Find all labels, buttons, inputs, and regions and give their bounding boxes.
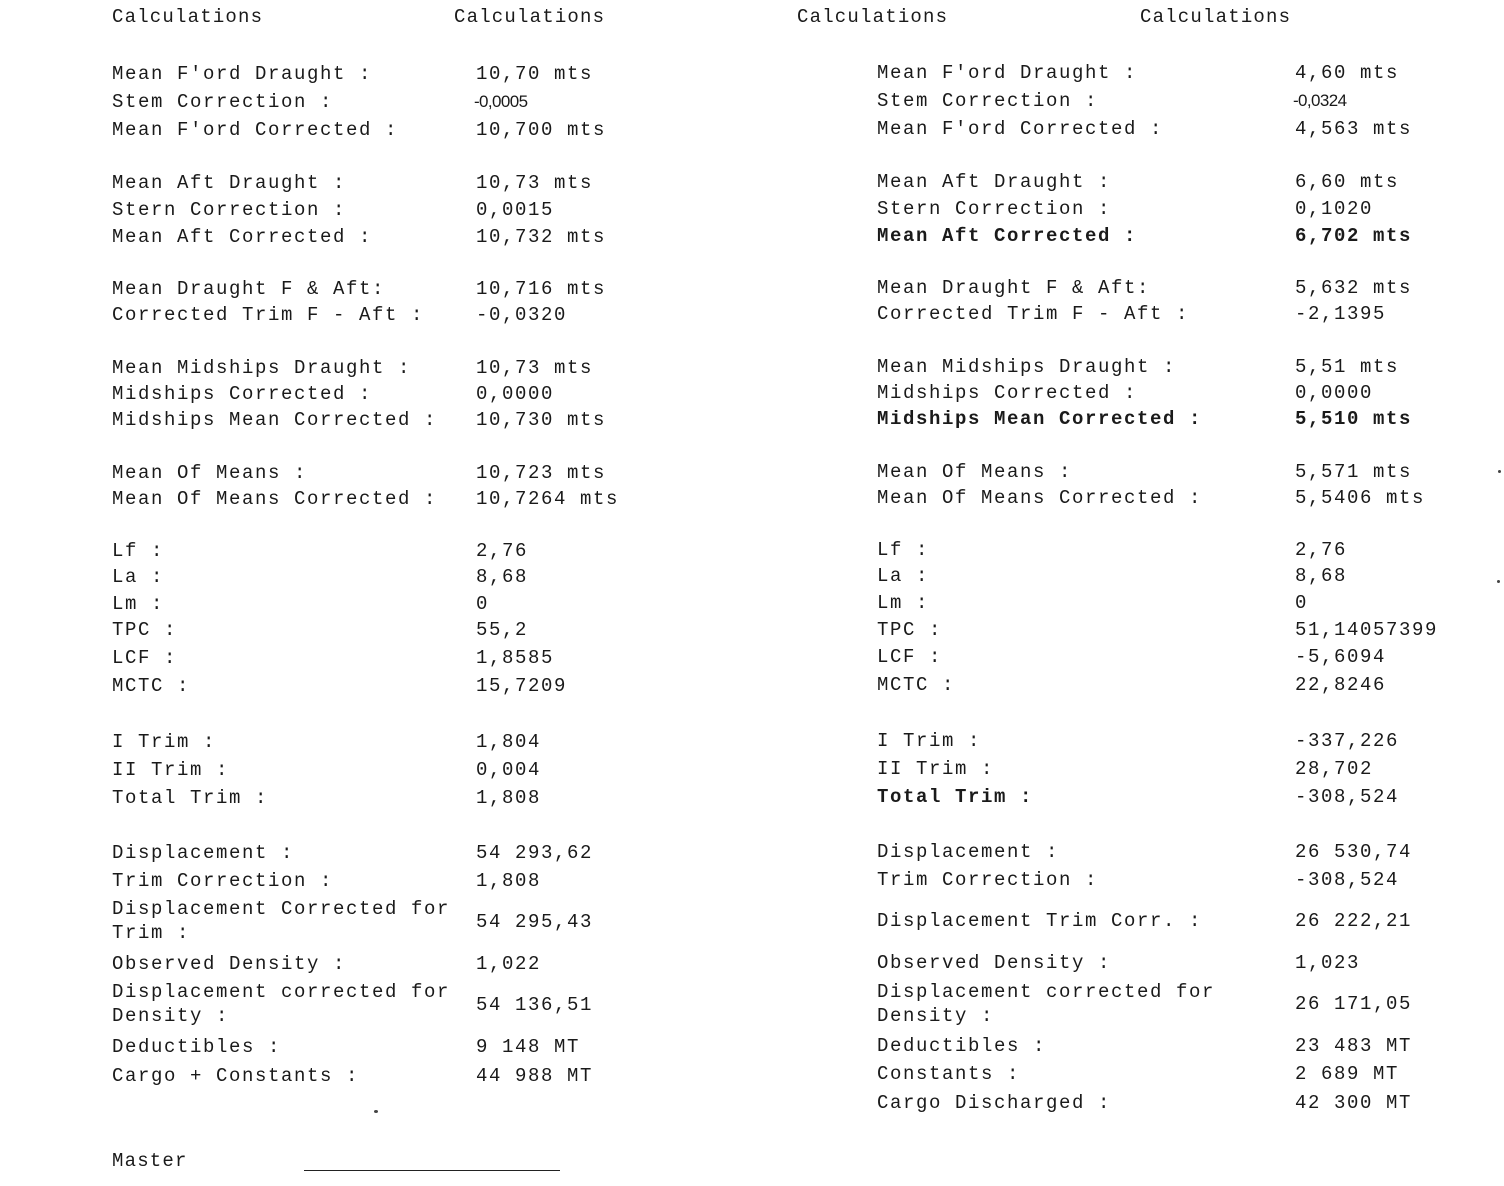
row-label: I Trim : — [877, 730, 982, 752]
row-value: 51,14057399 — [1295, 619, 1439, 641]
row-label: Mean Midships Draught : — [112, 357, 412, 379]
row-value: 0 — [476, 593, 490, 615]
row-label: Lf : — [877, 539, 930, 561]
master-signature-line — [304, 1170, 560, 1171]
row-value: 10,732 mts — [476, 226, 607, 248]
row-value: 2,76 — [1295, 539, 1348, 561]
row-label: Cargo Discharged : — [877, 1092, 1112, 1114]
row-value: 4,563 mts — [1295, 118, 1413, 140]
row-label: Lf : — [112, 540, 165, 562]
row-value: 0,1020 — [1295, 198, 1374, 220]
row-label: Deductibles : — [112, 1036, 282, 1058]
row-label: Midships Mean Corrected : — [112, 409, 438, 431]
row-value: 0,004 — [476, 759, 542, 781]
row-label: Mean F'ord Corrected : — [112, 119, 399, 141]
row-label: MCTC : — [877, 674, 956, 696]
left-value-header: Calculations — [454, 6, 606, 28]
row-label: Mean Of Means Corrected : — [877, 487, 1203, 509]
row-label: Displacement corrected for Density : — [877, 981, 1216, 1027]
row-label: Midships Corrected : — [877, 382, 1138, 404]
row-value: 10,700 mts — [476, 119, 607, 141]
row-value: 8,68 — [1295, 565, 1348, 587]
row-value: 10,70 mts — [476, 63, 594, 85]
master-label: Master — [112, 1150, 188, 1172]
row-label: Mean Draught F & Aft: — [112, 278, 386, 300]
row-value: 5,5406 mts — [1295, 487, 1426, 509]
row-label: Displacement Trim Corr. : — [877, 910, 1203, 932]
row-label: Mean F'ord Corrected : — [877, 118, 1164, 140]
row-value: 5,510 mts — [1295, 408, 1413, 430]
row-value: -5,6094 — [1295, 646, 1387, 668]
row-value: 55,2 — [476, 619, 529, 641]
row-value: 8,68 — [476, 566, 529, 588]
row-value: 10,7264 mts — [476, 488, 620, 510]
row-value: 26 222,21 — [1295, 910, 1413, 932]
row-label: Mean Of Means : — [877, 461, 1073, 483]
row-value: 2 689 MT — [1295, 1063, 1400, 1085]
row-value: 10,716 mts — [476, 278, 607, 300]
row-value: 54 295,43 — [476, 911, 594, 933]
row-value: 4,60 mts — [1295, 62, 1400, 84]
row-label: Lm : — [112, 593, 165, 615]
row-value: -308,524 — [1295, 869, 1400, 891]
row-label: La : — [877, 565, 930, 587]
right-value-header: Calculations — [1140, 6, 1292, 28]
row-label: Displacement Corrected for Trim : — [112, 898, 451, 944]
row-label: Mean Aft Corrected : — [877, 225, 1138, 247]
row-value: 1,808 — [476, 787, 542, 809]
row-value: 0,0000 — [1295, 382, 1374, 404]
row-value: 44 988 MT — [476, 1065, 594, 1087]
row-value: 10,73 mts — [476, 172, 594, 194]
row-value: 2,76 — [476, 540, 529, 562]
row-label: Cargo + Constants : — [112, 1065, 360, 1087]
row-label: Mean Midships Draught : — [877, 356, 1177, 378]
row-value: 26 530,74 — [1295, 841, 1413, 863]
row-label: Displacement corrected for Density : — [112, 981, 451, 1027]
row-label: Trim Correction : — [877, 869, 1099, 891]
row-label: TPC : — [112, 619, 178, 641]
row-value: 1,023 — [1295, 952, 1361, 974]
row-value: 10,73 mts — [476, 357, 594, 379]
row-value: 1,8585 — [476, 647, 555, 669]
scan-speck — [374, 1110, 378, 1113]
row-value: 0 — [1295, 592, 1309, 614]
row-value: 0,0000 — [476, 383, 555, 405]
row-value: 1,808 — [476, 870, 542, 892]
scan-speck — [1497, 580, 1500, 583]
row-value: 9 148 MT — [476, 1036, 581, 1058]
row-value: 42 300 MT — [1295, 1092, 1413, 1114]
row-value: -0,0005 — [474, 92, 528, 111]
row-value: 54 136,51 — [476, 994, 594, 1016]
row-value: 6,60 mts — [1295, 171, 1400, 193]
row-label: Mean Aft Corrected : — [112, 226, 373, 248]
row-label: MCTC : — [112, 675, 191, 697]
row-label: Total Trim : — [877, 786, 1034, 808]
row-value: 54 293,62 — [476, 842, 594, 864]
row-label: Mean F'ord Draught : — [877, 62, 1138, 84]
row-label: Corrected Trim F - Aft : — [112, 304, 425, 326]
row-value: 26 171,05 — [1295, 993, 1413, 1015]
row-value: -337,226 — [1295, 730, 1400, 752]
row-label: LCF : — [877, 646, 943, 668]
row-value: 6,702 mts — [1295, 225, 1413, 247]
row-value: 1,804 — [476, 731, 542, 753]
row-value: 10,723 mts — [476, 462, 607, 484]
row-label: I Trim : — [112, 731, 217, 753]
row-label: La : — [112, 566, 165, 588]
row-label: Observed Density : — [877, 952, 1112, 974]
row-label: Stern Correction : — [877, 198, 1112, 220]
row-label: Displacement : — [877, 841, 1060, 863]
row-label: Corrected Trim F - Aft : — [877, 303, 1190, 325]
row-label: Mean Draught F & Aft: — [877, 277, 1151, 299]
row-label: Total Trim : — [112, 787, 269, 809]
row-label: Mean Of Means : — [112, 462, 308, 484]
row-label: Midships Corrected : — [112, 383, 373, 405]
row-label: Mean Aft Draught : — [112, 172, 347, 194]
row-label: Mean Aft Draught : — [877, 171, 1112, 193]
row-value: 5,632 mts — [1295, 277, 1413, 299]
row-label: TPC : — [877, 619, 943, 641]
row-value: 23 483 MT — [1295, 1035, 1413, 1057]
row-value: 10,730 mts — [476, 409, 607, 431]
row-value: 5,571 mts — [1295, 461, 1413, 483]
row-value: 0,0015 — [476, 199, 555, 221]
right-label-header: Calculations — [797, 6, 949, 28]
row-label: II Trim : — [112, 759, 230, 781]
row-label: Trim Correction : — [112, 870, 334, 892]
row-label: Mean Of Means Corrected : — [112, 488, 438, 510]
row-value: -0,0324 — [1293, 91, 1347, 110]
row-value: -308,524 — [1295, 786, 1400, 808]
row-label: Stem Correction : — [112, 91, 334, 113]
row-value: -0,0320 — [476, 304, 568, 326]
row-value: 5,51 mts — [1295, 356, 1400, 378]
left-label-header: Calculations — [112, 6, 264, 28]
row-label: Stem Correction : — [877, 90, 1099, 112]
scan-speck — [1498, 470, 1501, 473]
row-label: Constants : — [877, 1063, 1021, 1085]
row-value: 28,702 — [1295, 758, 1374, 780]
row-value: 1,022 — [476, 953, 542, 975]
row-value: 15,7209 — [476, 675, 568, 697]
row-label: Displacement : — [112, 842, 295, 864]
row-label: LCF : — [112, 647, 178, 669]
row-label: Observed Density : — [112, 953, 347, 975]
row-value: 22,8246 — [1295, 674, 1387, 696]
row-label: II Trim : — [877, 758, 995, 780]
row-label: Lm : — [877, 592, 930, 614]
row-value: -2,1395 — [1295, 303, 1387, 325]
row-label: Midships Mean Corrected : — [877, 408, 1203, 430]
row-label: Mean F'ord Draught : — [112, 63, 373, 85]
row-label: Deductibles : — [877, 1035, 1047, 1057]
row-label: Stern Correction : — [112, 199, 347, 221]
